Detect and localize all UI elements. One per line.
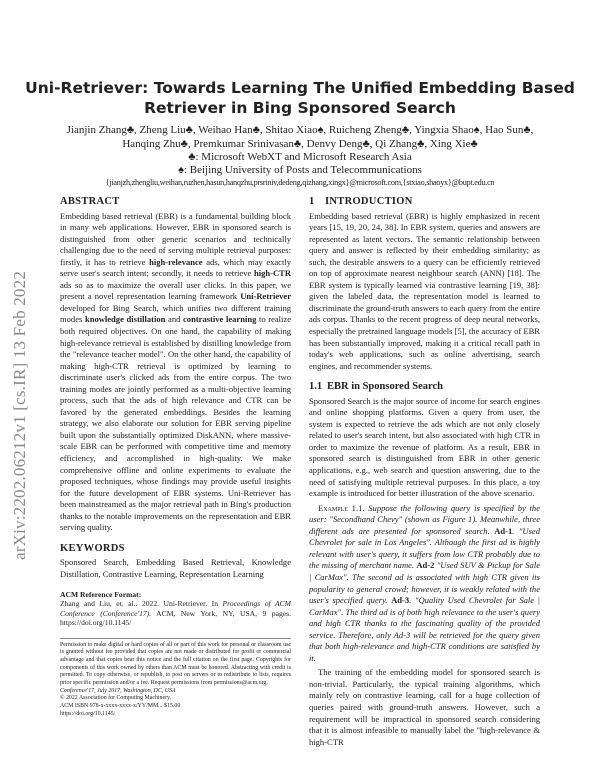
bold-term: Ad-1 (494, 525, 513, 536)
doi-link[interactable]: https://doi.org/10.1145/ (60, 710, 116, 717)
right-column (309, 196, 540, 748)
acm-reference-heading: ACM Reference Format: (60, 589, 142, 599)
italic-text: Proceedings of ACM Conference (Conference'17). (60, 599, 291, 618)
italic-text: . "Quality Used Chevrolet for Sale | CarMax". The third ad is of both high relevance to the user's query and high CTR thanks to the fascinating quality of the provided service. Therefore, only Ad-3 will be retrieved for the query given that both high-relevance and high-CTR conditions are satisfied by it. (309, 595, 540, 663)
sponsored-search-text: Sponsored Search is the major source of income for search engines and online shopping platforms. Given a query from user, the system is expected to retrieve the ads which are not only closely related to user's search intent, but also associated with high CTR in order to maximize the revenue of platform. As a result, EBR in sponsored search is distinguished from EBR in other generic applications, e.g., web search and question answering, due to the need of satisfying multiple retrieval purposes. In this place, a toy example is introduced for better illustration of the above scenario. (309, 395, 540, 499)
abstract-text (60, 211, 291, 534)
affiliation-bupt: ♠: Beijing University of Posts and Telecommunications (178, 164, 422, 176)
introduction-heading (309, 196, 540, 208)
text-run: ACM, New York, NY, USA, 9 pages. https://doi.org/10.1145/ (60, 608, 291, 627)
text-run: Zhang and Liu, et. al.. 2022. Uni-Retriever. In (60, 599, 223, 608)
bold-term: high-relevance (149, 256, 203, 267)
keywords-heading: KEYWORDS (60, 542, 125, 554)
text-run: ads so as to maximize the overall user clicks. In this paper, we present a novel representation learning framework (60, 279, 291, 302)
training-paragraph: The training of the embedding model for sponsored search is non-trivial. Particularly, the typical training algorithms, which mainly rely on contrastive learning, call for a huge collection of queries paired with ground-truth answers. However, such a requirement will be impractical in sponsored search considering that it is almost infeasible to manually label the "high-relevance & high-CTR (309, 667, 540, 747)
text-run: ads, which may exactly serve user's search intent; secondly, it needs to retrieve (60, 256, 291, 279)
subsection-heading (309, 381, 540, 393)
section-number: 1 (309, 196, 315, 207)
permission-notice: Permission to make digital or hard copies of all or part of this work for personal or classroom use is granted without fee provided that copies are not made or distributed for profit or commercial advantage and that copies bear this notice and the full citation on the first page. Copyrights for components of this work owned by others than ACM must be honored. Abstracting with credit is permitted. To copy otherwise, or republish, to post on servers or to redistribute to lists, requires prior specific permission and/or a fee. Request permissions from permissions@acm.org. (60, 641, 291, 687)
two-column-body (60, 196, 600, 748)
keywords-text: Sponsored Search, Embedding Based Retrieval, Knowledge Distillation, Contrastive Learning, Representation Learning (60, 557, 291, 579)
copyright-line: © 2022 Association for Computing Machinery. (60, 695, 172, 702)
text-run: to realize both required objectives. On one hand, the capability of making high-relevance retrieval is established by distilling knowledge from the "relevance teacher model". On the other hand, the capability of making high-CTR retrieval is optimized by learning to discriminate user's clicked ads from the entire corpus. The two training modes are jointly performed as a multi-objective learning process, such that the ads of high relevance and CTR can be favored by the generated embeddings. Besides the learning strategy, we also elaborate our solution for EBR serving pipeline built upon the substantially optimized DiskANN, where massive-scale EBR can be performed with competitive time and memory efficiency, and accomplished in high-quality. We make comprehensive offline and online experiments to evaluate the proposed techniques, whose findings may provide useful insights for the future development of EBR systems. Uni-Retriever has been mainstreamed as the major retrieval path in Bing's production thanks to the notable improvements on the representation and EBR serving quality. (60, 314, 291, 533)
text-run: developed for Bing Search, which unifies two different training modes (60, 302, 291, 325)
bold-term: contrastive learning (183, 314, 257, 325)
italic-text: . "Used Chevrolet for sale in Los Angeles". Although the first ad is highly relevant with user's query, it suffers from low CTR probably due to the missing of merchant name. (309, 525, 540, 571)
text-run: and (165, 314, 183, 325)
acm-reference-text (60, 599, 291, 628)
text-run: Embedding based retrieval (EBR) is a fundamental building block in many web applications. However, EBR in sponsored search is distinguished from other generic scenarios and technically challenging due to the need of serving multiple retrieval purposes: firstly, it has to retrieve (60, 210, 291, 267)
isbn-line: ACM ISBN 978-x-xxxx-xxxx-x/YY/MM... $15.00 (60, 703, 181, 710)
author-emails: {jianjzh,zhengliu,weihan,ruzhen,hasun,hanqzhu,prsriniv,dedeng,qizhang,xingx}@microsoft.com,{stxiao,shaoyx}@bupt.edu.cn (105, 178, 495, 187)
bold-term: high-CTR (253, 268, 291, 279)
italic-text: Suppose the following query is specified by the user: "Secondhand Chevy" (shown as Figure 1). Meanwhile, three different ads are presented for sponsored search. (309, 502, 540, 536)
introduction-text: Embedding based retrieval (EBR) is highly emphasized in recent years [15, 19, 20, 24, 38]. In EBR system, queries and answers are represented as latent vectors. The semantic relationship between query and answer is reflected by their embedding similarity; as such, the desirable answers to a query can be efficiently retrieved on top of approximate nearest neighbour search (ANN) [18]. The EBR system is typically learned via contrastive learning [19, 38]: given the labeled data, the representation model is learned to discriminate the ground-truth answers to each query from the entire ads corpus. Thanks to the recent progress of deep neural networks, especially the pretrained language models [5], the accuracy of EBR has been substantially improved, making it a critical recall path in today's web applications, such as online advertising, search engines, and recommender systems. (309, 210, 540, 371)
paper-header (20, 78, 580, 188)
abstract-heading: ABSTRACT (60, 196, 120, 207)
author-list: Jianjin Zhang♣, Zheng Liu♣, Weihao Han♣, Shitao Xiao♠, Ruicheng Zheng♣, Yingxia Shao♠, Hao Sun♣, Hanqing Zhu♣, Premkumar Srinivasan♣, Denvy Deng♣, Qi Zhang♣, Xing Xie♣ (66, 124, 534, 150)
acm-reference (60, 590, 291, 628)
bold-term: Ad-3 (391, 595, 410, 606)
bold-term: Uni-Retriever (240, 291, 291, 302)
italic-text: "Used SUV & Pickup for Sale | CarMax". The second ad is associated with high CTR given its popularity to general crowd; however, it is weakly related with the user's specified query. (309, 560, 540, 606)
paper-title: Uni-Retriever: Towards Learning The Unified Embedding Based Retriever in Bing Sponsored Search (25, 79, 575, 117)
affiliation-microsoft: ♣: Microsoft WebXT and Microsoft Research Asia (188, 151, 412, 163)
copyright-footnote (60, 638, 291, 719)
bold-term: knowledge distillation (84, 314, 166, 325)
bold-term: Ad-2 (416, 560, 435, 571)
arxiv-identifier: arXiv:2202.06212v1 [cs.IR] 13 Feb 2022 (10, 270, 29, 560)
left-column (60, 196, 291, 719)
example-label: Example 1.1. (318, 502, 365, 513)
subsection-number: 1.1 (309, 381, 323, 393)
subsection-title: EBR in Sponsored Search (327, 381, 444, 393)
conference-info: Conference'17, July 2017, Washington, DC, USA (60, 687, 176, 694)
section-title: INTRODUCTION (325, 196, 413, 207)
example-1-1 (309, 503, 540, 665)
